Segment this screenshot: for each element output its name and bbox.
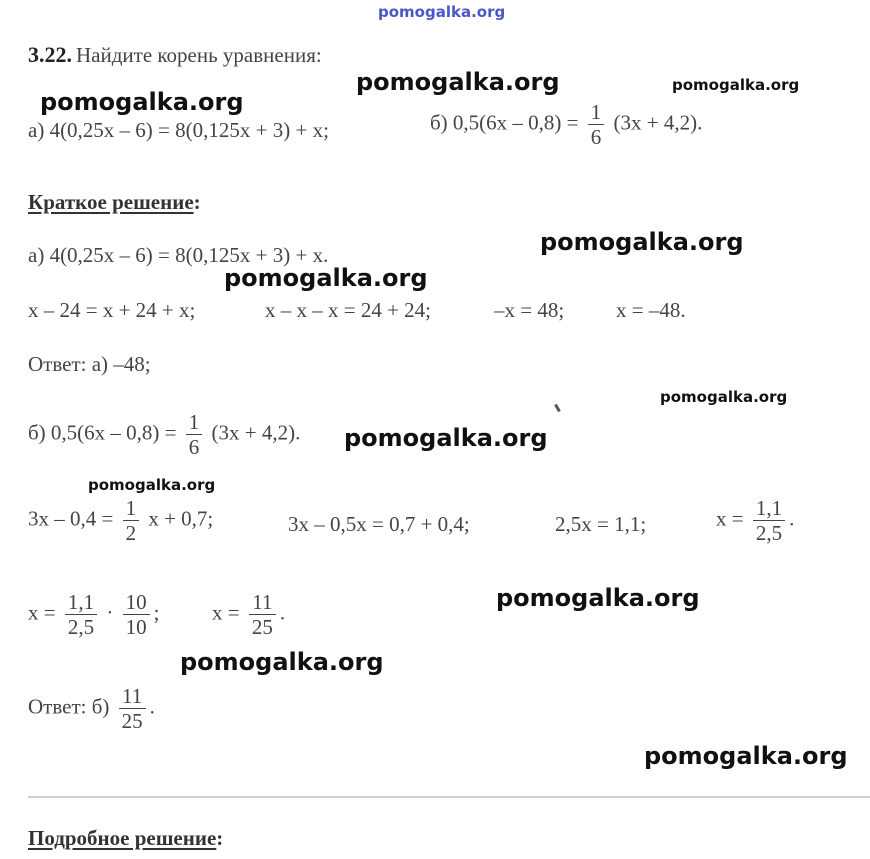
numerator: 11	[119, 684, 146, 709]
answer-label: Ответ: б)	[28, 694, 110, 719]
watermark: pomogalka.org	[496, 584, 700, 612]
solution-a-step: –x = 48;	[494, 298, 565, 322]
denominator: 6	[188, 435, 200, 459]
answer-a: Ответ: а) –48;	[28, 352, 151, 376]
numerator: 1,1	[65, 590, 97, 615]
numerator: 10	[123, 590, 150, 615]
task-header	[28, 42, 322, 68]
solution-a-step: x – x – x = 24 + 24;	[265, 298, 432, 322]
fraction	[186, 410, 203, 459]
denominator: 2	[125, 521, 137, 545]
fraction	[123, 590, 150, 639]
heading-colon: :	[193, 190, 201, 214]
heading-colon: :	[216, 826, 224, 850]
fraction	[119, 684, 146, 733]
heading-text: Подробное решение	[28, 826, 217, 850]
fraction	[588, 100, 605, 149]
watermark: pomogalka.org	[660, 388, 788, 406]
heading-text: Краткое решение	[28, 190, 194, 214]
divider	[28, 796, 870, 798]
watermark: pomogalka.org	[356, 68, 560, 96]
numerator: 1	[186, 410, 203, 435]
denominator: 2,5	[67, 615, 95, 639]
watermark-top: pomogalka.org	[378, 3, 506, 21]
watermark: pomogalka.org	[88, 476, 216, 494]
eq-left: б) 0,5(6x – 0,8) =	[430, 110, 579, 135]
solution-a-step: x = –48.	[616, 298, 686, 322]
eq-left: 3x – 0,4 =	[28, 506, 114, 531]
watermark: pomogalka.org	[180, 648, 384, 676]
eq-left: x =	[212, 600, 240, 625]
numerator: 11	[249, 590, 276, 615]
fraction	[123, 496, 140, 545]
task-number: 3.22.	[28, 42, 72, 67]
denominator: 25	[251, 615, 273, 639]
semicolon: ;	[153, 600, 160, 625]
numerator: 1,1	[753, 496, 785, 521]
short-solution-heading	[28, 190, 201, 215]
eq-right: (3x + 4,2).	[613, 110, 703, 135]
denominator: 6	[590, 125, 602, 149]
watermark: pomogalka.org	[40, 88, 244, 116]
watermark: pomogalka.org	[540, 228, 744, 256]
solution-b-step	[212, 590, 285, 639]
solution-b-step	[28, 496, 213, 545]
denominator: 2,5	[755, 521, 783, 545]
eq-left: x =	[716, 506, 744, 531]
solution-b-equation	[28, 410, 300, 459]
stray-mark	[554, 404, 561, 412]
solution-b-step: 3x – 0,5x = 0,7 + 0,4;	[288, 512, 470, 536]
eq-left: x =	[28, 600, 56, 625]
numerator: 1	[123, 496, 140, 521]
period: .	[279, 600, 286, 625]
watermark: pomogalka.org	[644, 742, 848, 770]
eq-right: x + 0,7;	[148, 506, 214, 531]
task-equation-b	[430, 100, 702, 149]
denominator: 10	[125, 615, 147, 639]
answer-b	[28, 684, 155, 733]
detailed-solution-heading	[28, 826, 223, 851]
multiply-sign: ·	[106, 600, 114, 625]
task-text: Найдите корень уравнения:	[76, 43, 322, 67]
watermark: pomogalka.org	[224, 264, 428, 292]
eq-left: б) 0,5(6x – 0,8) =	[28, 420, 177, 445]
solution-a-equation: а) 4(0,25x – 6) = 8(0,125x + 3) + x.	[28, 243, 329, 267]
period: .	[149, 694, 155, 719]
period: .	[789, 506, 795, 531]
task-equation-a: а) 4(0,25x – 6) = 8(0,125x + 3) + x;	[28, 118, 329, 142]
denominator: 25	[121, 709, 143, 733]
fraction	[753, 496, 785, 545]
solution-a-step: x – 24 = x + 24 + x;	[28, 298, 196, 322]
watermark: pomogalka.org	[344, 424, 548, 452]
watermark: pomogalka.org	[672, 76, 800, 94]
solution-b-step	[28, 590, 159, 639]
numerator: 1	[588, 100, 605, 125]
fraction	[249, 590, 276, 639]
solution-b-step: 2,5x = 1,1;	[555, 512, 647, 536]
eq-right: (3x + 4,2).	[211, 420, 301, 445]
solution-b-step	[716, 496, 794, 545]
fraction	[65, 590, 97, 639]
